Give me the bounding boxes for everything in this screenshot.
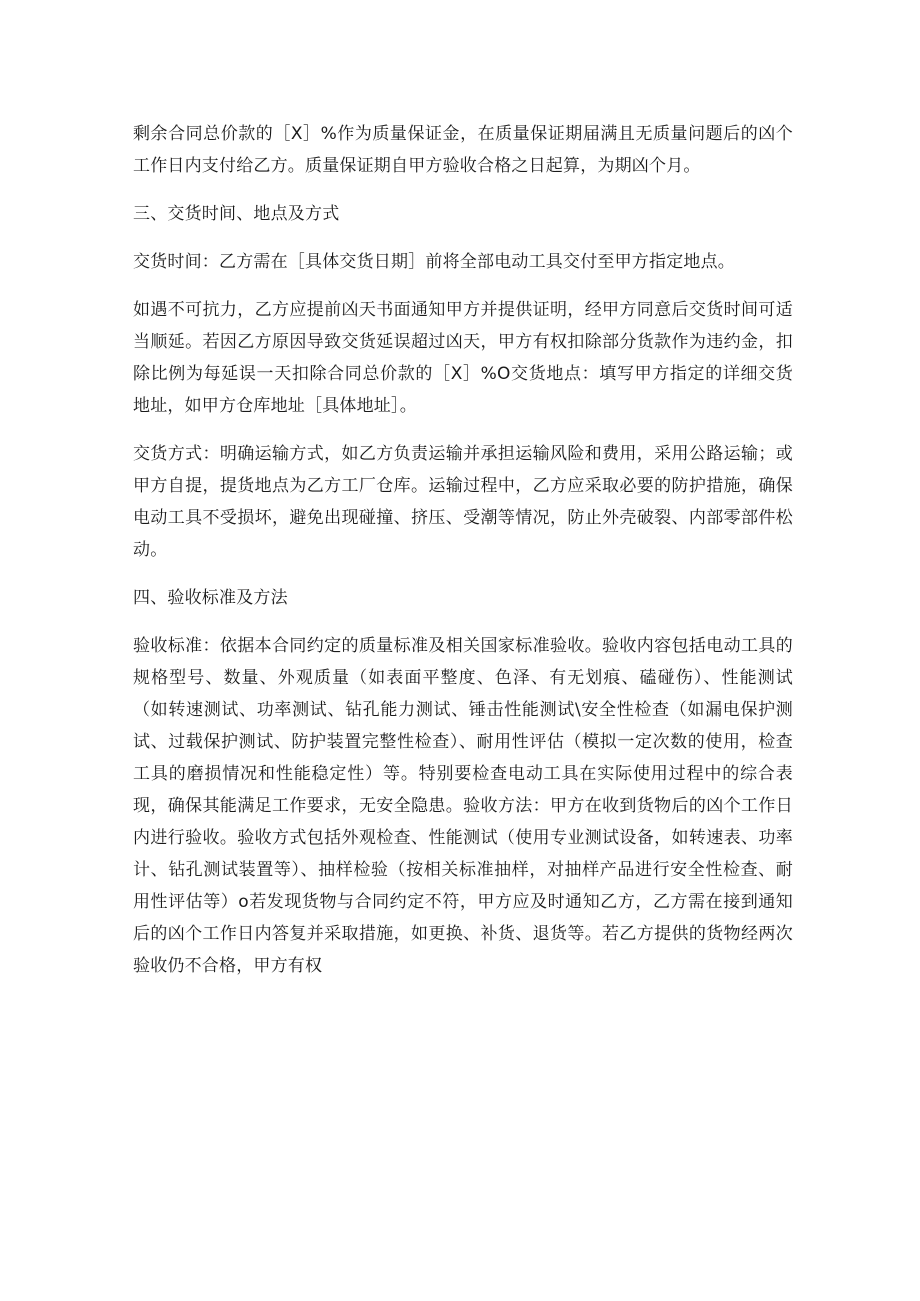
paragraph-force-majeure: 如遇不可抗力，乙方应提前凶天书面通知甲方并提供证明，经甲方同意后交货时间可适当顺延。若因乙方原因导致交货延误超过凶天，甲方有权扣除部分货款作为违约金，扣除比例为每延误一天扣除合同总价款的［X］%O交货地点：填写甲方指定的详细交货地址，如甲方仓库地址［具体地址］。 (133, 300, 793, 416)
paragraph-delivery-time: 交货时间：乙方需在［具体交货日期］前将全部电动工具交付至甲方指定地点。 (133, 252, 735, 272)
section-heading-delivery: 三、交货时间、地点及方式 (133, 204, 340, 224)
document-body (133, 118, 793, 998)
paragraph-delivery-method: 交货方式：明确运输方式，如乙方负责运输并承担运输风险和费用，采用公路运输；或甲方自提，提货地点为乙方工厂仓库。运输过程中，乙方应采取必要的防护措施，确保电动工具不受损坏，避免出现碰撞、挤压、受潮等情况，防止外壳破裂、内部零部件松动。 (133, 444, 793, 560)
section-heading-acceptance: 四、验收标准及方法 (133, 588, 288, 608)
paragraph-quality-deposit: 剩余合同总价款的［X］%作为质量保证金，在质量保证期届满且无质量问题后的凶个工作日内支付给乙方。质量保证期自甲方验收合格之日起算，为期凶个月。 (133, 124, 793, 176)
paragraph-acceptance-standard: 验收标准：依据本合同约定的质量标准及相关国家标准验收。验收内容包括电动工具的规格型号、数量、外观质量（如表面平整度、色泽、有无划痕、磕碰伤）、性能测试（如转速测试、功率测试、钻孔能力测试、锤击性能测试\安全性检查（如漏电保护测试、过载保护测试、防护装置完整性检查）、耐用性评估（模拟一定次数的使用，检查工具的磨损情况和性能稳定性）等。特别要检查电动工具在实际使用过程中的综合表现，确保其能满足工作要求，无安全隐患。验收方法：甲方在收到货物后的凶个工作日内进行验收。验收方式包括外观检查、性能测试（使用专业测试设备，如转速表、功率计、钻孔测试装置等）、抽样检验（按相关标准抽样，对抽样产品进行安全性检查、耐用性评估等）o若发现货物与合同约定不符，甲方应及时通知乙方，乙方需在接到通知后的凶个工作日内答复并采取措施，如更换、补货、退货等。若乙方提供的货物经两次验收仍不合格，甲方有权 (133, 636, 793, 976)
